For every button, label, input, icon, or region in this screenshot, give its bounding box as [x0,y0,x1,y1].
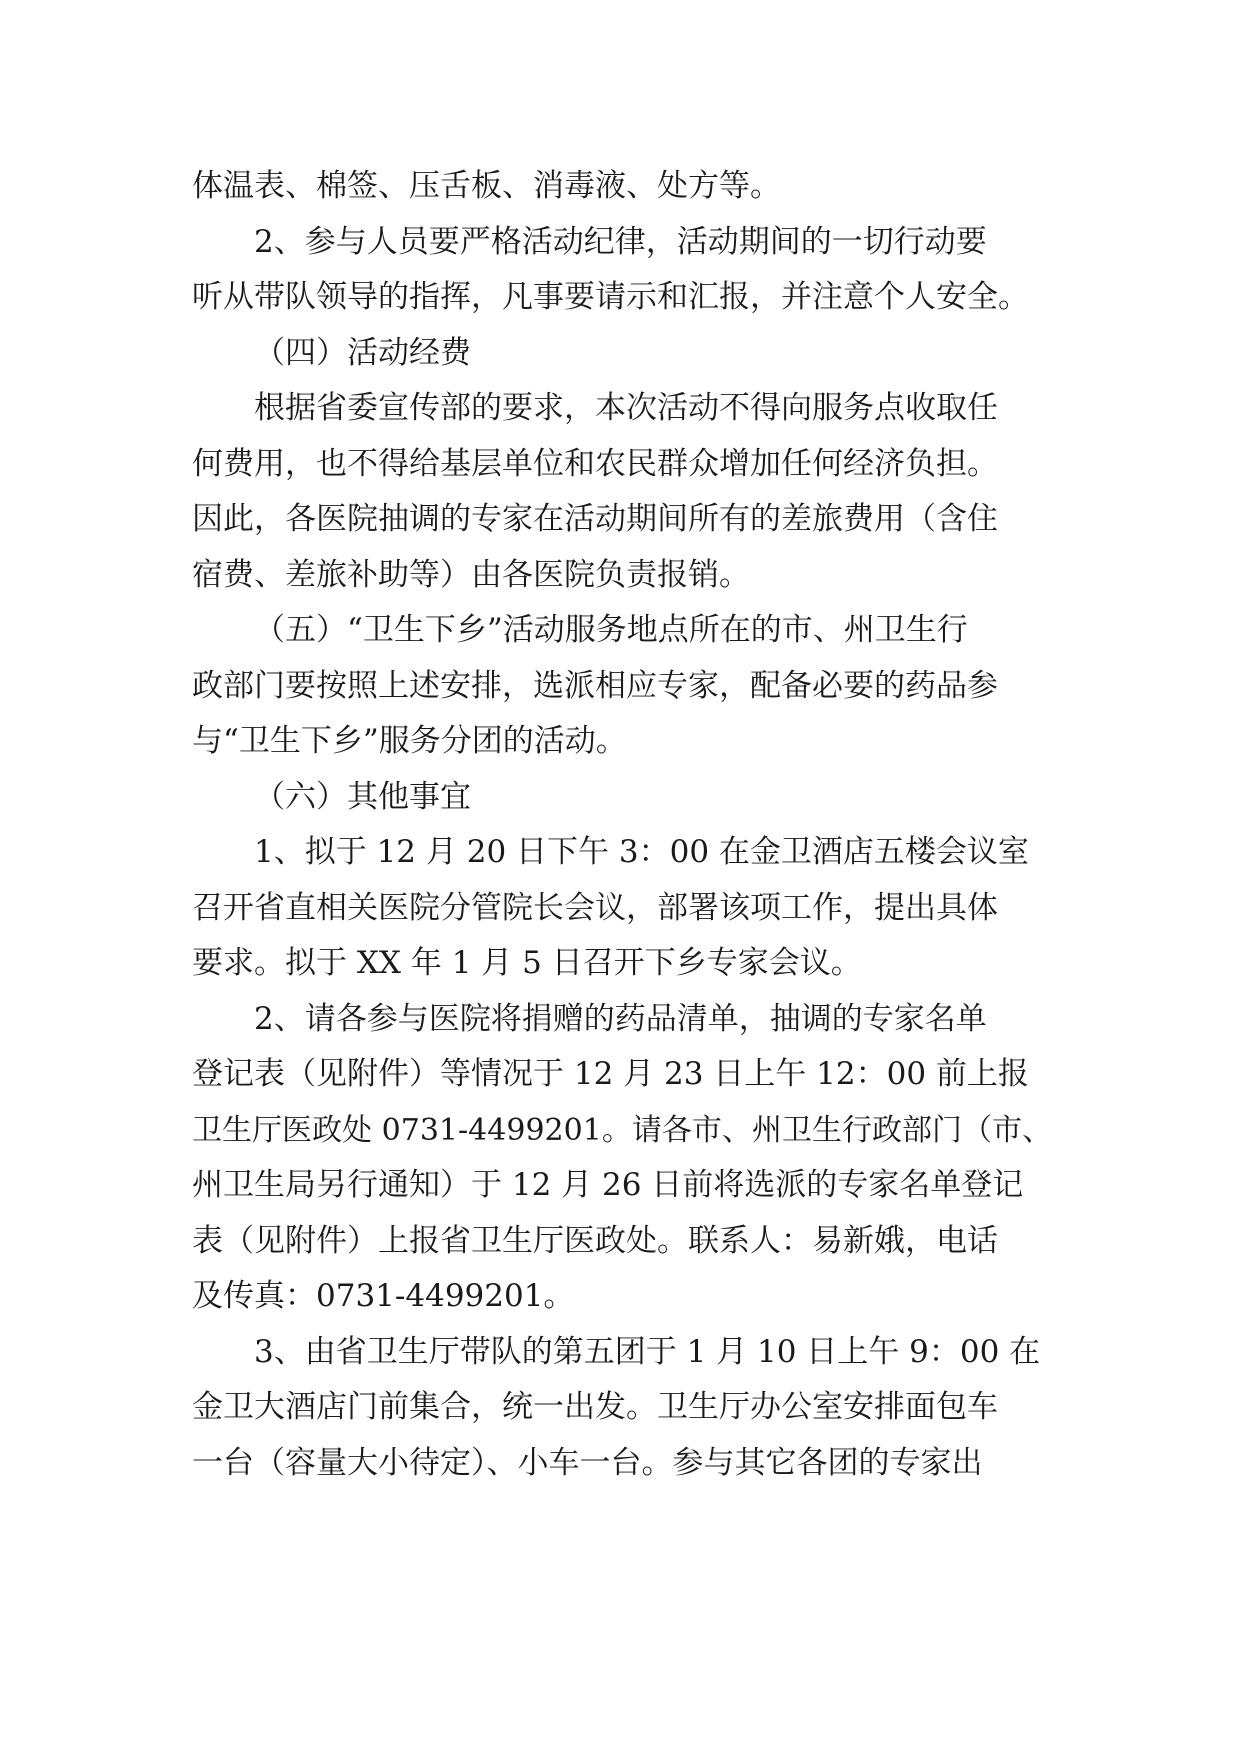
text-line: （五）“卫生下乡”活动服务地点所在的市、州卫生行 [254,612,968,648]
text-line: 表（见附件）上报省卫生厅医政处。联系人：易新娥，电话 [192,1222,998,1259]
text-line: 召开省直相关医院分管院长会议，部署该项工作，提出具体 [192,889,998,926]
text-line: 及传真：0731-4499201。 [192,1278,575,1314]
document-body [192,159,1052,1491]
text-line: 听从带队领导的指挥，凡事要请示和汇报，并注意个人安全。 [192,279,1029,315]
text-line: 登记表（见附件）等情况于 12 月 23 日上午 12：00 前上报 [192,1056,1029,1092]
text-line: 体温表、棉签、压舌板、消毒液、处方等。 [192,168,781,204]
text-line: （六）其他事宜 [254,778,471,815]
text-line: 州卫生局另行通知）于 12 月 26 日前将选派的专家名单登记 [192,1167,1024,1203]
text-line: 宿费、差旅补助等）由各医院负责报销。 [192,556,750,593]
text-line: 卫生厅医政处 0731-4499201。请各市、州卫生行政部门（市、 [192,1112,1053,1148]
text-line: 何费用，也不得给基层单位和农民群众增加任何经济负担。 [192,445,998,482]
text-line: 金卫大酒店门前集合，统一出发。卫生厅办公室安排面包车 [192,1389,998,1425]
text-line: 根据省委宣传部的要求，本次活动不得向服务点收取任 [254,390,998,426]
text-line: 要求。拟于 XX 年 1 月 5 日召开下乡专家会议。 [192,945,862,981]
text-line: 1、拟于 12 月 20 日下午 3：00 在金卫酒店五楼会议室 [254,834,1029,870]
text-line: 与“卫生下乡”服务分团的活动。 [192,723,627,759]
text-line: 3、由省卫生厅带队的第五团于 1 月 10 日上午 9：00 在 [254,1333,1041,1370]
text-line: （四）活动经费 [254,334,471,371]
text-line: 因此，各医院抽调的专家在活动期间所有的差旅费用（含住 [192,501,998,537]
text-line: 2、请各参与医院将捐赠的药品清单，抽调的专家名单 [254,1000,987,1037]
text-line: 2、参与人员要严格活动纪律，活动期间的一切行动要 [254,223,987,260]
text-line: 一台（容量大小待定）、小车一台。参与其它各团的专家出 [192,1444,983,1481]
text-line: 政部门要按照上述安排，选派相应专家，配备必要的药品参 [192,667,998,704]
